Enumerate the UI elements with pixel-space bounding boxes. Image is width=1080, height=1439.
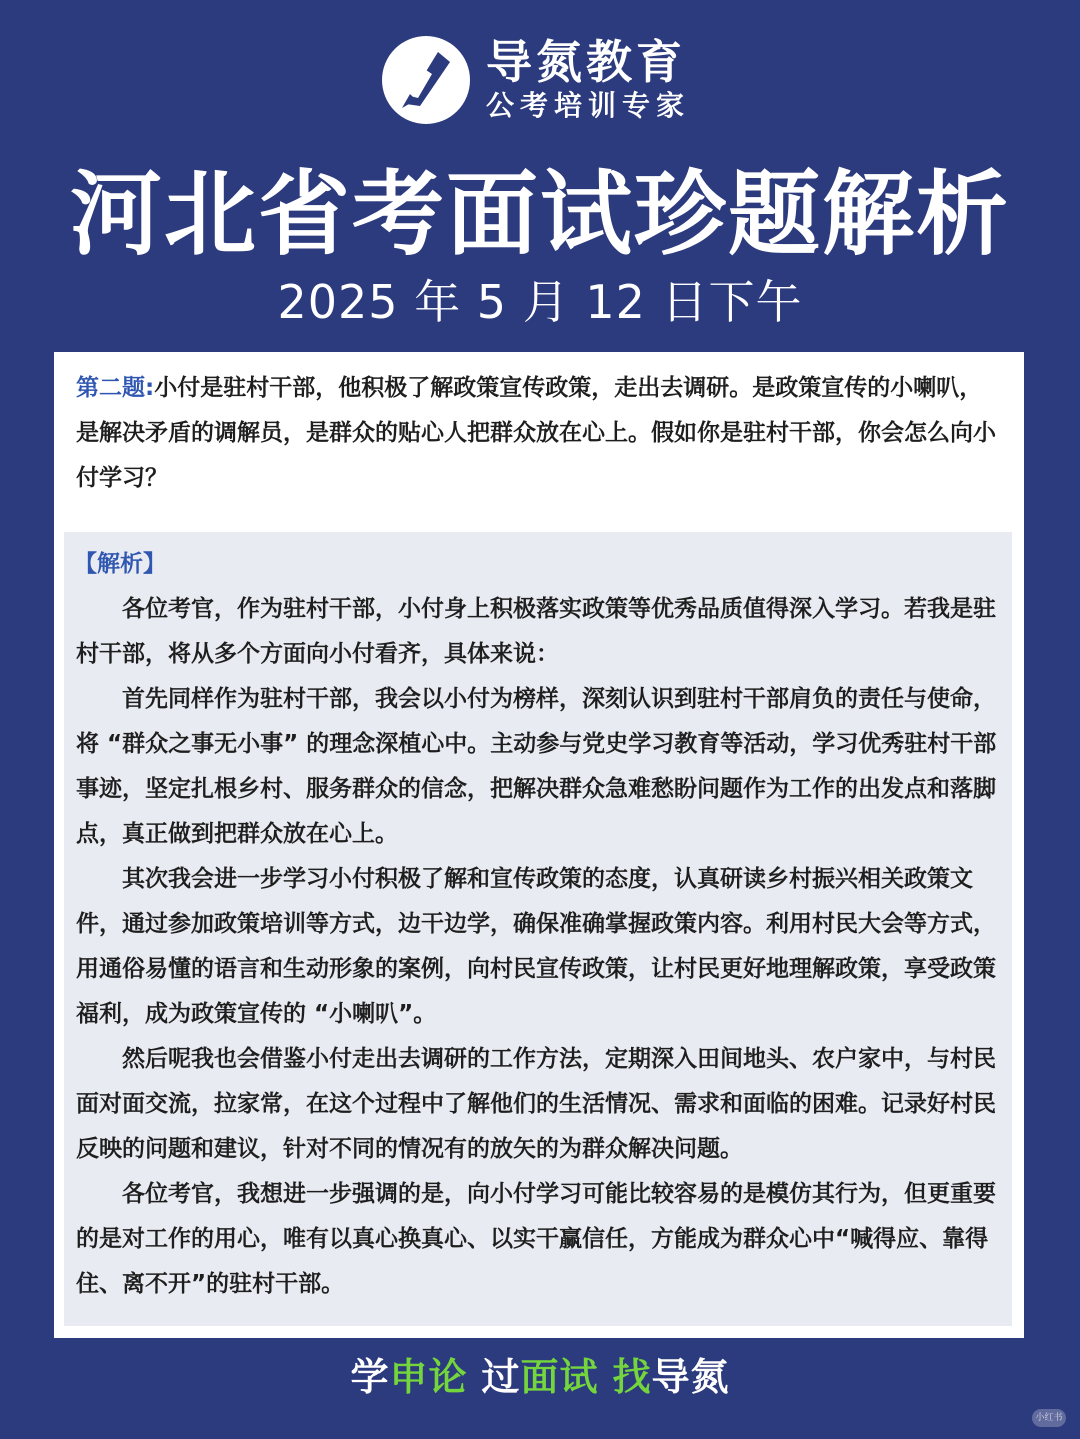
- analysis-paragraph: 各位考官，我想进一步强调的是，向小付学习可能比较容易的是模仿其行为，但更重要的是对工作的用心，唯有以真心换真心、以实干赢信任，方能成为群众心中“喊得应、靠得住、离不开”的驻村干部。: [76, 1181, 996, 1297]
- analysis-label: 【解析】: [74, 551, 166, 577]
- content-card: [54, 352, 1024, 1338]
- question-label: 第二题:: [76, 375, 155, 401]
- question-text: 小付是驻村干部，他积极了解政策宣传政策，走出去调研。是政策宣传的小喇叭，是解决矛盾的调解员，是群众的贴心人把群众放在心上。假如你是驻村干部，你会怎么向小付学习？: [76, 375, 996, 491]
- footer-slogan: [0, 1350, 1080, 1404]
- brand-logo: [380, 34, 690, 126]
- brand-name: 导氮教育: [486, 35, 686, 89]
- slogan-word-highlight: 申论: [389, 1355, 468, 1399]
- date-subtitle: 2025 年 5 月 12 日下午: [277, 275, 803, 329]
- analysis-paragraph: 各位考官，作为驻村干部，小付身上积极落实政策等优秀品质值得深入学习。若我是驻村干部，将从多个方面向小付看齐，具体来说：: [76, 596, 996, 667]
- analysis-paragraph: 其次我会进一步学习小付积极了解和宣传政策的态度，认真研读乡村振兴相关政策文件，通过参加政策培训等方式，边干边学，确保准确掌握政策内容。利用村民大会等方式，用通俗易懂的语言和生动形象的案例，向村民宣传政策，让村民更好地理解政策，享受政策福利，成为政策宣传的 “小喇叭”。: [76, 866, 996, 1027]
- analysis-body: [76, 587, 1002, 1307]
- slogan-word: 过: [481, 1355, 521, 1399]
- page-title: 河北省考面试珍题解析: [69, 161, 1010, 268]
- slogan-word-highlight: 找: [612, 1355, 652, 1399]
- slogan-word: 学: [350, 1355, 390, 1399]
- header: [0, 0, 1080, 350]
- slogan-word: 导氮: [651, 1355, 730, 1399]
- analysis-paragraph: 然后呢我也会借鉴小付走出去调研的工作方法，定期深入田间地头、农户家中，与村民面对面交流，拉家常，在这个过程中了解他们的生活情况、需求和面临的困难。记录好村民反映的问题和建议，针对不同的情况有的放矢的为群众解决问题。: [76, 1046, 996, 1162]
- brand-slogan: 公考培训专家: [486, 89, 691, 122]
- question-block: [76, 366, 1004, 501]
- analysis-panel: [64, 532, 1012, 1326]
- slogan-word-highlight: 面试: [520, 1355, 599, 1399]
- watermark-badge: 小红书: [1032, 1409, 1066, 1427]
- analysis-paragraph: 首先同样作为驻村干部，我会以小付为榜样，深刻认识到驻村干部肩负的责任与使命，将 “群众之事无小事” 的理念深植心中。主动参与党史学习教育等活动，学习优秀驻村干部事迹，坚定扎根乡村、服务群众的信念，把解决群众急难愁盼问题作为工作的出发点和落脚点，真正做到把群众放在心上。: [76, 686, 997, 847]
- brand-mark-icon: [380, 34, 472, 126]
